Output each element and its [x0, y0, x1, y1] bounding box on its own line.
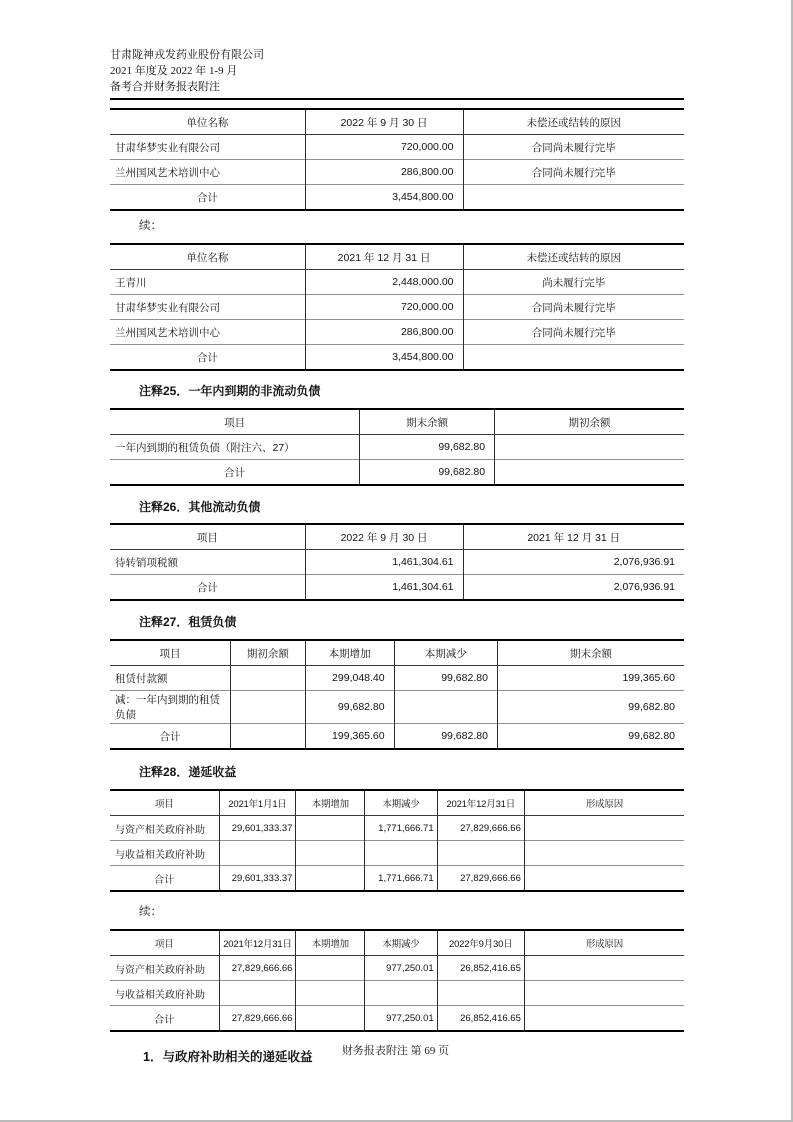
column-header: 2021年12月31日	[437, 790, 524, 816]
value-cell	[296, 841, 365, 866]
value-cell: 1,461,304.61	[305, 575, 463, 601]
table-unpaid-balances-2022	[110, 108, 684, 211]
row-label-cell: 减：一年内到期的租赁负债	[110, 691, 231, 724]
header-divider	[110, 98, 684, 100]
value-cell: 286,800.00	[305, 320, 463, 345]
section-heading-note27: 注释27．租赁负债	[139, 615, 237, 629]
value-cell: 1,771,666.71	[365, 866, 437, 892]
row-label-cell: 甘肃华梦实业有限公司	[115, 141, 220, 154]
value-cell	[524, 956, 684, 981]
value-cell: 99,682.80	[360, 435, 495, 460]
table-row	[110, 435, 684, 460]
value-cell	[394, 691, 497, 724]
table-row	[110, 345, 684, 371]
table-row	[110, 135, 684, 160]
column-header: 项目	[110, 640, 231, 666]
value-cell	[463, 185, 684, 211]
value-cell: 720,000.00	[305, 295, 463, 320]
table-row	[110, 724, 684, 750]
value-cell: 286,800.00	[305, 160, 463, 185]
value-cell	[231, 691, 306, 724]
value-cell	[524, 1006, 684, 1032]
table-row	[110, 160, 684, 185]
column-header: 本期增加	[296, 930, 365, 956]
value-cell: 合同尚未履行完毕	[463, 135, 684, 160]
value-cell: 720,000.00	[305, 135, 463, 160]
column-header: 2022年9月30日	[437, 930, 524, 956]
column-header: 期末余额	[360, 409, 495, 435]
row-label-cell: 待转销项税额	[115, 556, 178, 569]
value-cell: 99,682.80	[394, 724, 497, 750]
value-cell: 299,048.40	[305, 666, 394, 691]
column-header: 2022 年 9 月 30 日	[305, 109, 463, 135]
value-cell	[296, 866, 365, 892]
value-cell: 2,076,936.91	[463, 550, 684, 575]
row-label-cell: 合计	[110, 866, 219, 892]
table-header-row	[110, 790, 684, 816]
value-cell	[524, 866, 684, 892]
value-cell	[463, 345, 684, 371]
value-cell	[231, 666, 306, 691]
column-header: 未偿还或结转的原因	[463, 244, 684, 270]
table-unpaid-balances-2021	[110, 243, 684, 371]
value-cell: 27,829,666.66	[219, 1006, 296, 1032]
column-header: 项目	[110, 409, 360, 435]
value-cell	[495, 460, 684, 486]
row-label-cell: 合计	[110, 185, 305, 211]
page-footer: 财务报表附注 第 69 页	[341, 1045, 450, 1057]
value-cell: 27,829,666.66	[219, 956, 296, 981]
column-header: 项目	[110, 930, 219, 956]
column-header: 单位名称	[110, 109, 305, 135]
value-cell	[296, 1006, 365, 1032]
value-cell	[219, 841, 296, 866]
table-row	[110, 841, 684, 866]
table-row	[110, 550, 684, 575]
value-cell	[437, 981, 524, 1006]
column-header: 形成原因	[524, 790, 684, 816]
value-cell	[296, 816, 365, 841]
table-deferred-income-2021	[110, 789, 684, 892]
column-header: 2021年1月1日	[219, 790, 296, 816]
document-header	[110, 47, 684, 95]
report-period: 2021 年度及 2022 年 1-9 月	[110, 65, 238, 77]
table-header-row	[110, 109, 684, 135]
column-header: 2022 年 9 月 30 日	[305, 524, 463, 550]
value-cell: 合同尚未履行完毕	[463, 320, 684, 345]
page-content	[110, 0, 684, 1066]
table-row	[110, 270, 684, 295]
table-row	[110, 1006, 684, 1032]
table-row	[110, 691, 684, 724]
value-cell: 977,250.01	[365, 956, 437, 981]
value-cell	[495, 435, 684, 460]
row-label-cell: 合计	[110, 1006, 219, 1032]
section-heading-note26: 注释26．其他流动负债	[139, 500, 261, 514]
column-header: 本期增加	[305, 640, 394, 666]
row-label-cell: 合计	[110, 345, 305, 371]
row-label-cell: 与收益相关政府补助	[110, 981, 219, 1006]
row-label-cell: 甘肃华梦实业有限公司	[110, 295, 305, 320]
column-header: 2021年12月31日	[219, 930, 296, 956]
table-row	[110, 185, 684, 211]
value-cell: 199,365.60	[497, 666, 684, 691]
table-row	[110, 981, 684, 1006]
value-cell: 合同尚未履行完毕	[463, 295, 684, 320]
table-noncurrent-liabilities-due-within-one-year	[110, 408, 684, 486]
row-label-cell: 王青川	[115, 276, 147, 289]
table-row	[110, 320, 684, 345]
value-cell	[296, 956, 365, 981]
section-heading-note28: 注释28．递延收益	[139, 765, 237, 779]
value-cell: 3,454,800.00	[305, 185, 463, 211]
value-cell: 1,771,666.71	[365, 816, 437, 841]
value-cell: 99,682.80	[360, 460, 495, 486]
value-cell: 99,682.80	[497, 724, 684, 750]
value-cell: 26,852,416.65	[437, 1006, 524, 1032]
column-header: 本期增加	[296, 790, 365, 816]
value-cell	[524, 841, 684, 866]
table-row	[110, 666, 684, 691]
value-cell: 27,829,666.66	[437, 866, 524, 892]
value-cell	[365, 981, 437, 1006]
company-name: 甘肃陇神戎发药业股份有限公司	[110, 49, 264, 61]
column-header: 期初余额	[495, 409, 684, 435]
table-header-row	[110, 640, 684, 666]
row-label-cell: 与资产相关政府补助	[115, 964, 205, 976]
table-header-row	[110, 524, 684, 550]
column-header: 本期减少	[365, 930, 437, 956]
value-cell: 26,852,416.65	[437, 956, 524, 981]
table-row	[110, 956, 684, 981]
value-cell: 1,461,304.61	[305, 550, 463, 575]
value-cell	[219, 981, 296, 1006]
value-cell: 977,250.01	[365, 1006, 437, 1032]
column-header: 项目	[110, 524, 305, 550]
row-label-cell: 与资产相关政府补助	[115, 824, 205, 836]
row-label-cell: 兰州国风艺术培训中心	[110, 160, 305, 185]
value-cell: 2,076,936.91	[463, 575, 684, 601]
value-cell	[296, 981, 365, 1006]
column-header: 本期减少	[365, 790, 437, 816]
value-cell: 29,601,333.37	[219, 866, 296, 892]
table-row	[110, 866, 684, 892]
column-header: 未偿还或结转的原因	[463, 109, 684, 135]
value-cell: 3,454,800.00	[305, 345, 463, 371]
value-cell: 29,601,333.37	[219, 816, 296, 841]
value-cell: 99,682.80	[394, 666, 497, 691]
row-label-cell: 合计	[110, 575, 305, 601]
value-cell: 199,365.60	[305, 724, 394, 750]
column-header: 项目	[110, 790, 219, 816]
row-label-cell: 与收益相关政府补助	[110, 841, 219, 866]
column-header: 期末余额	[497, 640, 684, 666]
column-header: 形成原因	[524, 930, 684, 956]
table-row	[110, 460, 684, 486]
value-cell: 99,682.80	[497, 691, 684, 724]
value-cell: 27,829,666.66	[437, 816, 524, 841]
row-label-cell: 兰州国风艺术培训中心	[110, 320, 305, 345]
value-cell: 99,682.80	[305, 691, 394, 724]
column-header: 本期减少	[394, 640, 497, 666]
table-header-row	[110, 409, 684, 435]
table-row	[110, 295, 684, 320]
table-lease-liabilities	[110, 639, 684, 750]
row-label-cell: 合计	[110, 724, 231, 750]
report-title: 备考合并财务报表附注	[110, 81, 220, 93]
value-cell	[524, 981, 684, 1006]
value-cell	[231, 724, 306, 750]
value-cell	[524, 816, 684, 841]
row-label-cell: 租赁付款额	[115, 672, 168, 685]
column-header: 单位名称	[110, 244, 305, 270]
row-label-cell: 一年内到期的租赁负债（附注六、27）	[115, 441, 295, 454]
section-heading-note25: 注释25．一年内到期的非流动负债	[139, 384, 321, 398]
column-header: 期初余额	[231, 640, 306, 666]
value-cell: 合同尚未履行完毕	[463, 160, 684, 185]
continuation-label: 续：	[139, 220, 162, 232]
value-cell: 2,448,000.00	[305, 270, 463, 295]
table-header-row	[110, 244, 684, 270]
continuation-label: 续：	[139, 906, 162, 918]
table-row	[110, 816, 684, 841]
table-row	[110, 575, 684, 601]
value-cell: 尚未履行完毕	[463, 270, 684, 295]
table-other-current-liabilities	[110, 523, 684, 601]
value-cell	[365, 841, 437, 866]
value-cell	[437, 841, 524, 866]
column-header: 2021 年 12 月 31 日	[463, 524, 684, 550]
column-header: 2021 年 12 月 31 日	[305, 244, 463, 270]
table-deferred-income-2022	[110, 929, 684, 1032]
table-header-row	[110, 930, 684, 956]
row-label-cell: 合计	[110, 460, 360, 486]
subheading-government-grant-deferred-income: 1．与政府补助相关的递延收益	[143, 1050, 313, 1064]
